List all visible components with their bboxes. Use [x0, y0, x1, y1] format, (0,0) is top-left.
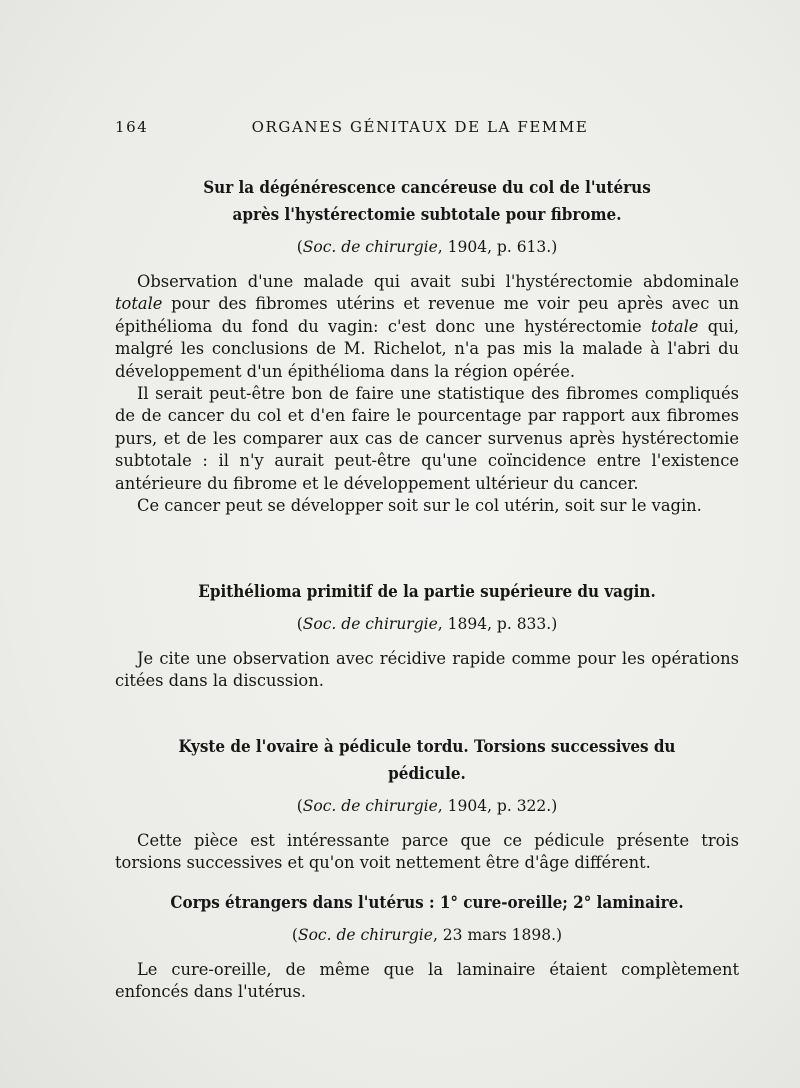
section-cancer-col: [115, 174, 739, 517]
ref-journal: Soc. de chirurgie: [302, 797, 438, 815]
section-title: Kyste de l'ovaire à pédicule tordu. Torsions successives du pédicule.: [178, 737, 676, 783]
reference: [115, 794, 739, 818]
reference: [115, 923, 739, 947]
paragraph: Il serait peut-être bon de faire une statistique des fibromes compliqués de de cancer du col et d'en faire le pourcentage par rapport aux fibromes purs, et de les comparer aux cas de cancer survenus après hystérectomie subtotale : il n'y aurait peut-être qu'une coïncidence entre l'existence antérieure du fibrome et le développement ultérieur du cancer.: [115, 384, 739, 493]
text-run: pour des fibromes utérins et revenue me voir peu après avec un épithélioma du fond du vagin: c'est donc une hystérectomie: [115, 294, 739, 336]
paragraph: Je cite une observation avec récidive rapide comme pour les opérations citées dans la discussion.: [115, 649, 739, 691]
ref-details: , 23 mars 1898.): [432, 926, 563, 944]
section-title-line: Sur la dégénérescence cancéreuse du col de l'utérus: [203, 178, 651, 197]
page-header: [115, 118, 725, 140]
ref-details: , 1904, p. 322.): [437, 797, 558, 815]
section-epithelioma-vagin: [115, 578, 739, 693]
section-kyste-ovaire: [115, 733, 739, 875]
ref-open: (: [296, 797, 303, 815]
ref-journal: Soc. de chirurgie: [297, 926, 433, 944]
ref-journal: Soc. de chirurgie: [302, 615, 438, 633]
section-title-line: après l'hystérectomie subtotale pour fibrome.: [232, 205, 622, 224]
text-run: qui, malgré les conclusions de M. Richelot, n'a pas mis la malade à l'abri du développement d'un épithélioma dans la région opérée.: [115, 316, 739, 381]
ref-open: (: [296, 615, 303, 633]
reference: [115, 612, 739, 636]
section-title: Epithélioma primitif de la partie supérieure du vagin.: [198, 582, 656, 601]
page-number: 164: [115, 118, 149, 136]
paragraph: Le cure-oreille, de même que la laminaire étaient complètement enfoncés dans l'utérus.: [115, 960, 739, 1002]
paragraph: [115, 271, 739, 383]
section-corps-etrangers: [115, 889, 739, 1004]
section-title: [140, 174, 714, 228]
running-title: ORGANES GÉNITAUX DE LA FEMME: [251, 118, 589, 136]
paragraph: Ce cancer peut se développer soit sur le col utérin, soit sur le vagin.: [137, 496, 702, 516]
ref-journal: Soc. de chirurgie: [302, 238, 438, 256]
ref-open: (: [296, 238, 303, 256]
text-run: Observation d'une malade qui avait subi l'hystérectomie abdominale: [137, 272, 739, 291]
italic-run: totale: [650, 316, 699, 336]
paragraph: Cette pièce est intéressante parce que ce pédicule présente trois torsions successives et qu'on voit nettement être d'âge différent.: [115, 831, 739, 873]
ref-details: , 1904, p. 613.): [437, 238, 558, 256]
section-title: Corps étrangers dans l'utérus : 1° cure-oreille; 2° laminaire.: [170, 893, 684, 912]
ref-details: , 1894, p. 833.): [437, 615, 558, 633]
ref-open: (: [291, 926, 298, 944]
italic-run: totale: [115, 294, 163, 314]
reference: [115, 235, 739, 259]
